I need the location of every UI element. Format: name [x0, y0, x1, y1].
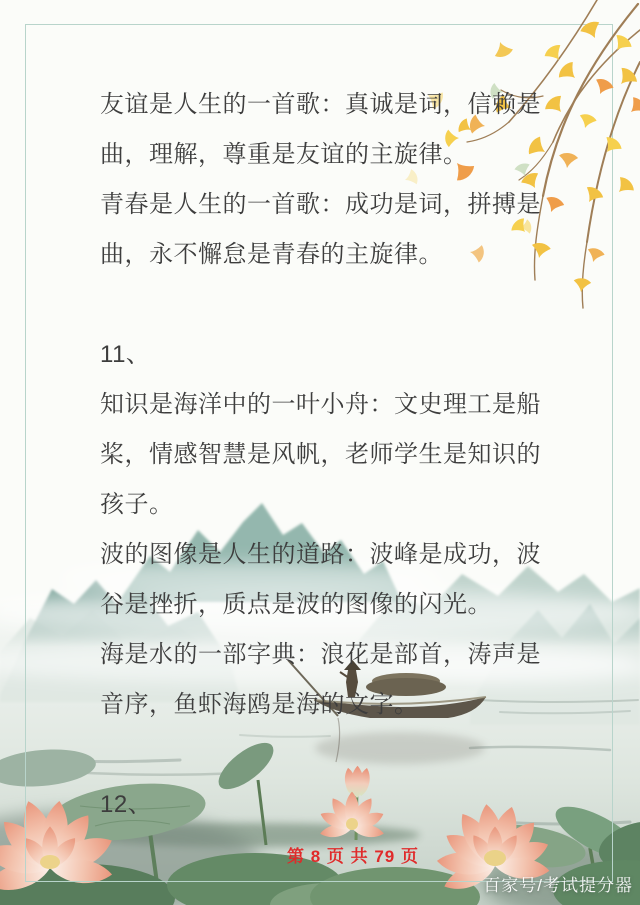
- body-text: [100, 80, 547, 830]
- paragraph: 波的图像是人生的道路：波峰是成功，波谷是挫折，质点是波的图像的闪光。: [100, 541, 541, 618]
- paragraph: 12、: [100, 791, 153, 818]
- paragraph: [100, 730, 547, 780]
- paragraph: 11、: [100, 341, 151, 368]
- page-number-footer: 第 8 页 共 79 页: [287, 847, 419, 866]
- paragraph: 海是水的一部字典：浪花是部首，涛声是音序，鱼虾海鸥是海的文字。: [100, 641, 541, 718]
- paragraph: 友谊是人生的一首歌：真诚是词，信赖是曲，理解，尊重是友谊的主旋律。: [100, 91, 541, 168]
- paragraph: [100, 280, 547, 330]
- paragraph: 青春是人生的一首歌：成功是词，拼搏是曲，永不懈怠是青春的主旋律。: [100, 191, 541, 268]
- watermark-text: 百家号/考试提分器: [483, 876, 633, 895]
- paragraph: 知识是海洋中的一叶小舟：文史理工是船桨，情感智慧是风帆，老师学生是知识的孩子。: [100, 391, 541, 518]
